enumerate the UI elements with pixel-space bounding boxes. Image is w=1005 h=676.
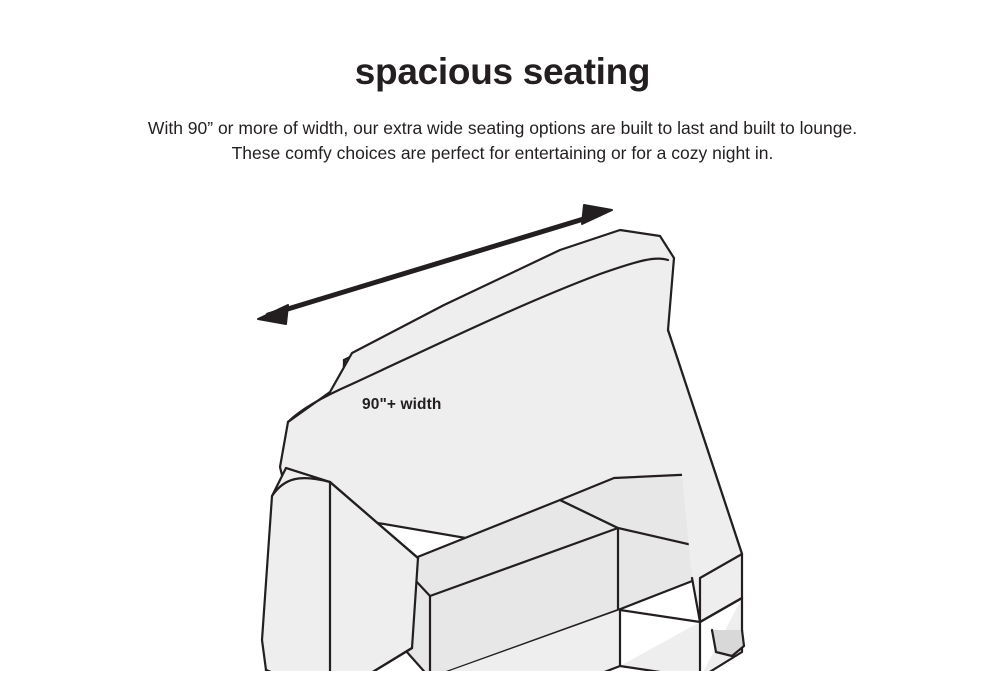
sofa-illustration — [0, 178, 1005, 671]
subcopy-line-1: With 90” or more of width, our extra wide seating options are built to last and built to lounge. — [147, 118, 858, 138]
page-title: spacious seating — [354, 51, 651, 92]
dimension-label: 90"+ width — [362, 396, 442, 413]
sofa-line-drawing-icon — [0, 178, 1005, 671]
subcopy-line-2: These comfy choices are perfect for entertaining or for a cozy night in. — [231, 143, 774, 164]
page-subcopy — [0, 116, 1005, 167]
